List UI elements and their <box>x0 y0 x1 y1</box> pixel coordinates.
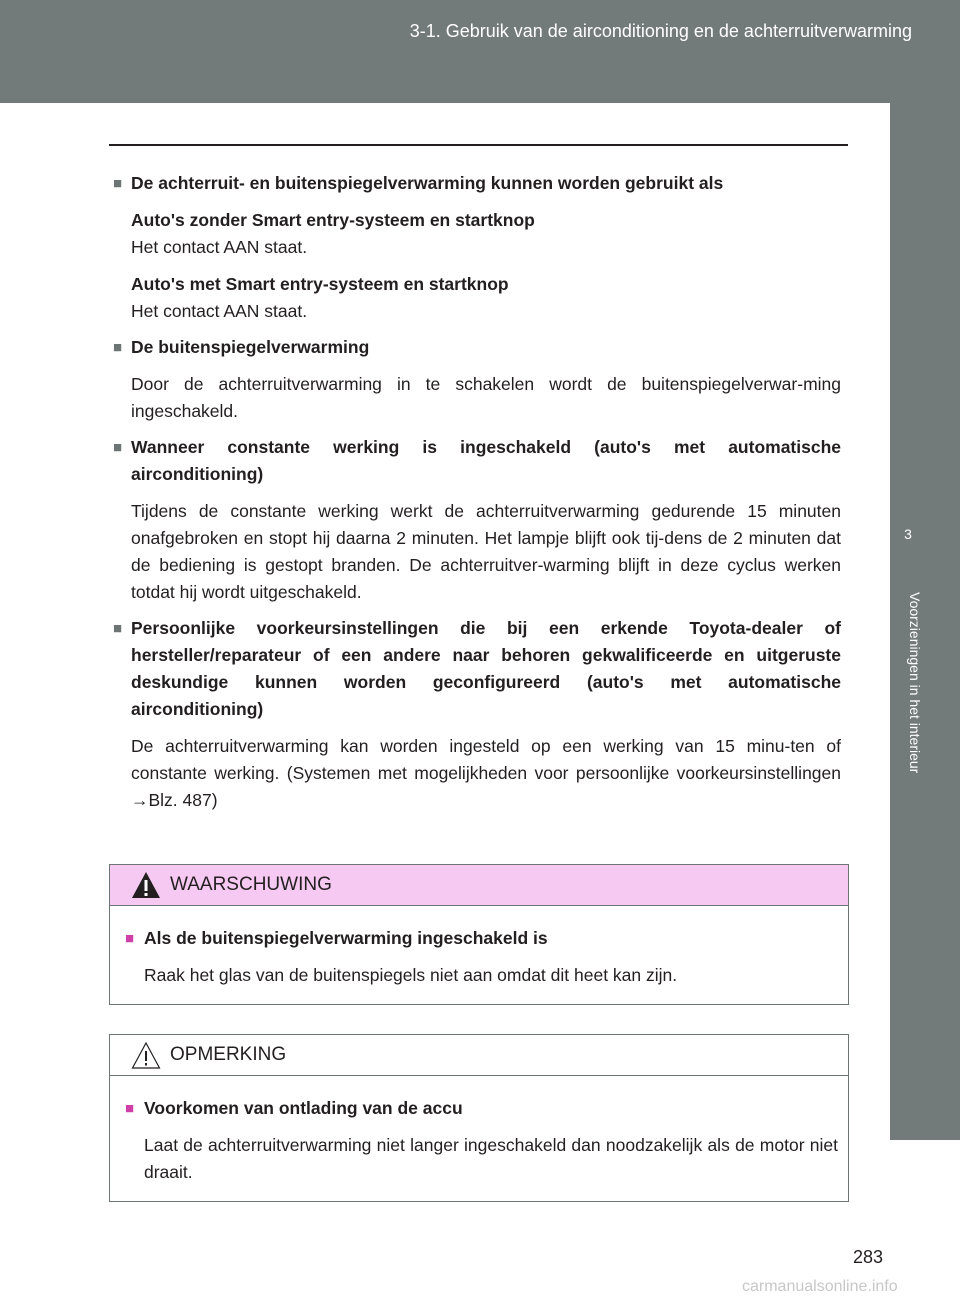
warning-box <box>109 864 849 1005</box>
warning-heading: Als de buitenspiegelverwarming ingeschakeld is <box>144 928 548 948</box>
section-item <box>113 434 841 606</box>
section-item <box>113 170 841 325</box>
section-heading: Persoonlijke voorkeursinstellingen die bij een erkende Toyota-dealer of hersteller/reparateur of een andere naar behoren gekwalificeerde en uitgeruste deskundige kunnen worden geconfigureerd (auto's met automatische airconditioning) <box>131 618 841 719</box>
section-heading: De buitenspiegelverwarming <box>131 337 370 357</box>
chapter-label: Voorzieningen in het interieur <box>907 592 923 774</box>
watermark: carmanualsonline.info <box>742 1278 898 1295</box>
square-bullet-icon: ■ <box>113 439 123 456</box>
section-heading: Wanneer constante werking is ingeschakeld (auto's met automatische airconditioning) <box>131 437 841 484</box>
subsection-text: Het contact AAN staat. <box>131 301 308 321</box>
subsection-heading: Auto's zonder Smart entry-systeem en startknop <box>131 210 535 230</box>
warning-text: Raak het glas van de buitenspiegels niet aan omdat dit heet kan zijn. <box>144 965 678 985</box>
content-body <box>113 170 841 823</box>
square-bullet-icon: ■ <box>113 339 123 356</box>
warning-label: WAARSCHUWING <box>170 874 332 895</box>
section-item <box>113 615 841 814</box>
square-bullet-icon: ■ <box>125 930 135 947</box>
square-bullet-icon: ■ <box>125 1100 135 1117</box>
section-text: Door de achterruitverwarming in te schakelen wordt de buitenspiegelverwar-ming ingeschakeld. <box>131 374 841 421</box>
note-label: OPMERKING <box>170 1044 287 1065</box>
chapter-label-container <box>903 592 923 858</box>
caution-triangle-icon <box>131 1041 161 1069</box>
chapter-side-tab <box>890 103 960 1140</box>
top-divider <box>109 144 848 146</box>
square-bullet-icon: ■ <box>113 620 123 637</box>
note-text: Laat de achterruitverwarming niet langer ingeschakeld dan noodzakelijk als de motor niet draait. <box>144 1135 838 1182</box>
subsection-heading: Auto's met Smart entry-systeem en startknop <box>131 274 509 294</box>
note-box <box>109 1034 849 1202</box>
section-text: De achterruitverwarming kan worden ingesteld op een werking van 15 minu-ten of constante werking. (Systemen met mogelijkheden voor persoonlijke voorkeursinstellingen →Blz. 487) <box>131 736 841 810</box>
section-heading: De achterruit- en buitenspiegelverwarming kunnen worden gebruikt als <box>131 173 724 193</box>
section-item <box>113 334 841 425</box>
warning-triangle-icon <box>131 871 161 899</box>
note-heading: Voorkomen van ontlading van de accu <box>144 1098 463 1118</box>
section-title: 3-1. Gebruik van de airconditioning en de achterruitverwarming <box>409 21 912 41</box>
page-number: 283 <box>853 1247 884 1267</box>
header-band <box>0 0 960 103</box>
square-bullet-icon: ■ <box>113 175 123 192</box>
subsection-text: Het contact AAN staat. <box>131 237 308 257</box>
section-text: Tijdens de constante werking werkt de achterruitverwarming gedurende 15 minuten onafgebroken en stopt hij daarna 2 minuten. Het lampje blijft ook tij-dens de 2 minuten dat de bediening is gestopt branden. De achterruitver-warming blijft in deze cyclus werken totdat hij wordt uitgeschakeld. <box>131 501 841 602</box>
chapter-number: 3 <box>904 526 912 542</box>
